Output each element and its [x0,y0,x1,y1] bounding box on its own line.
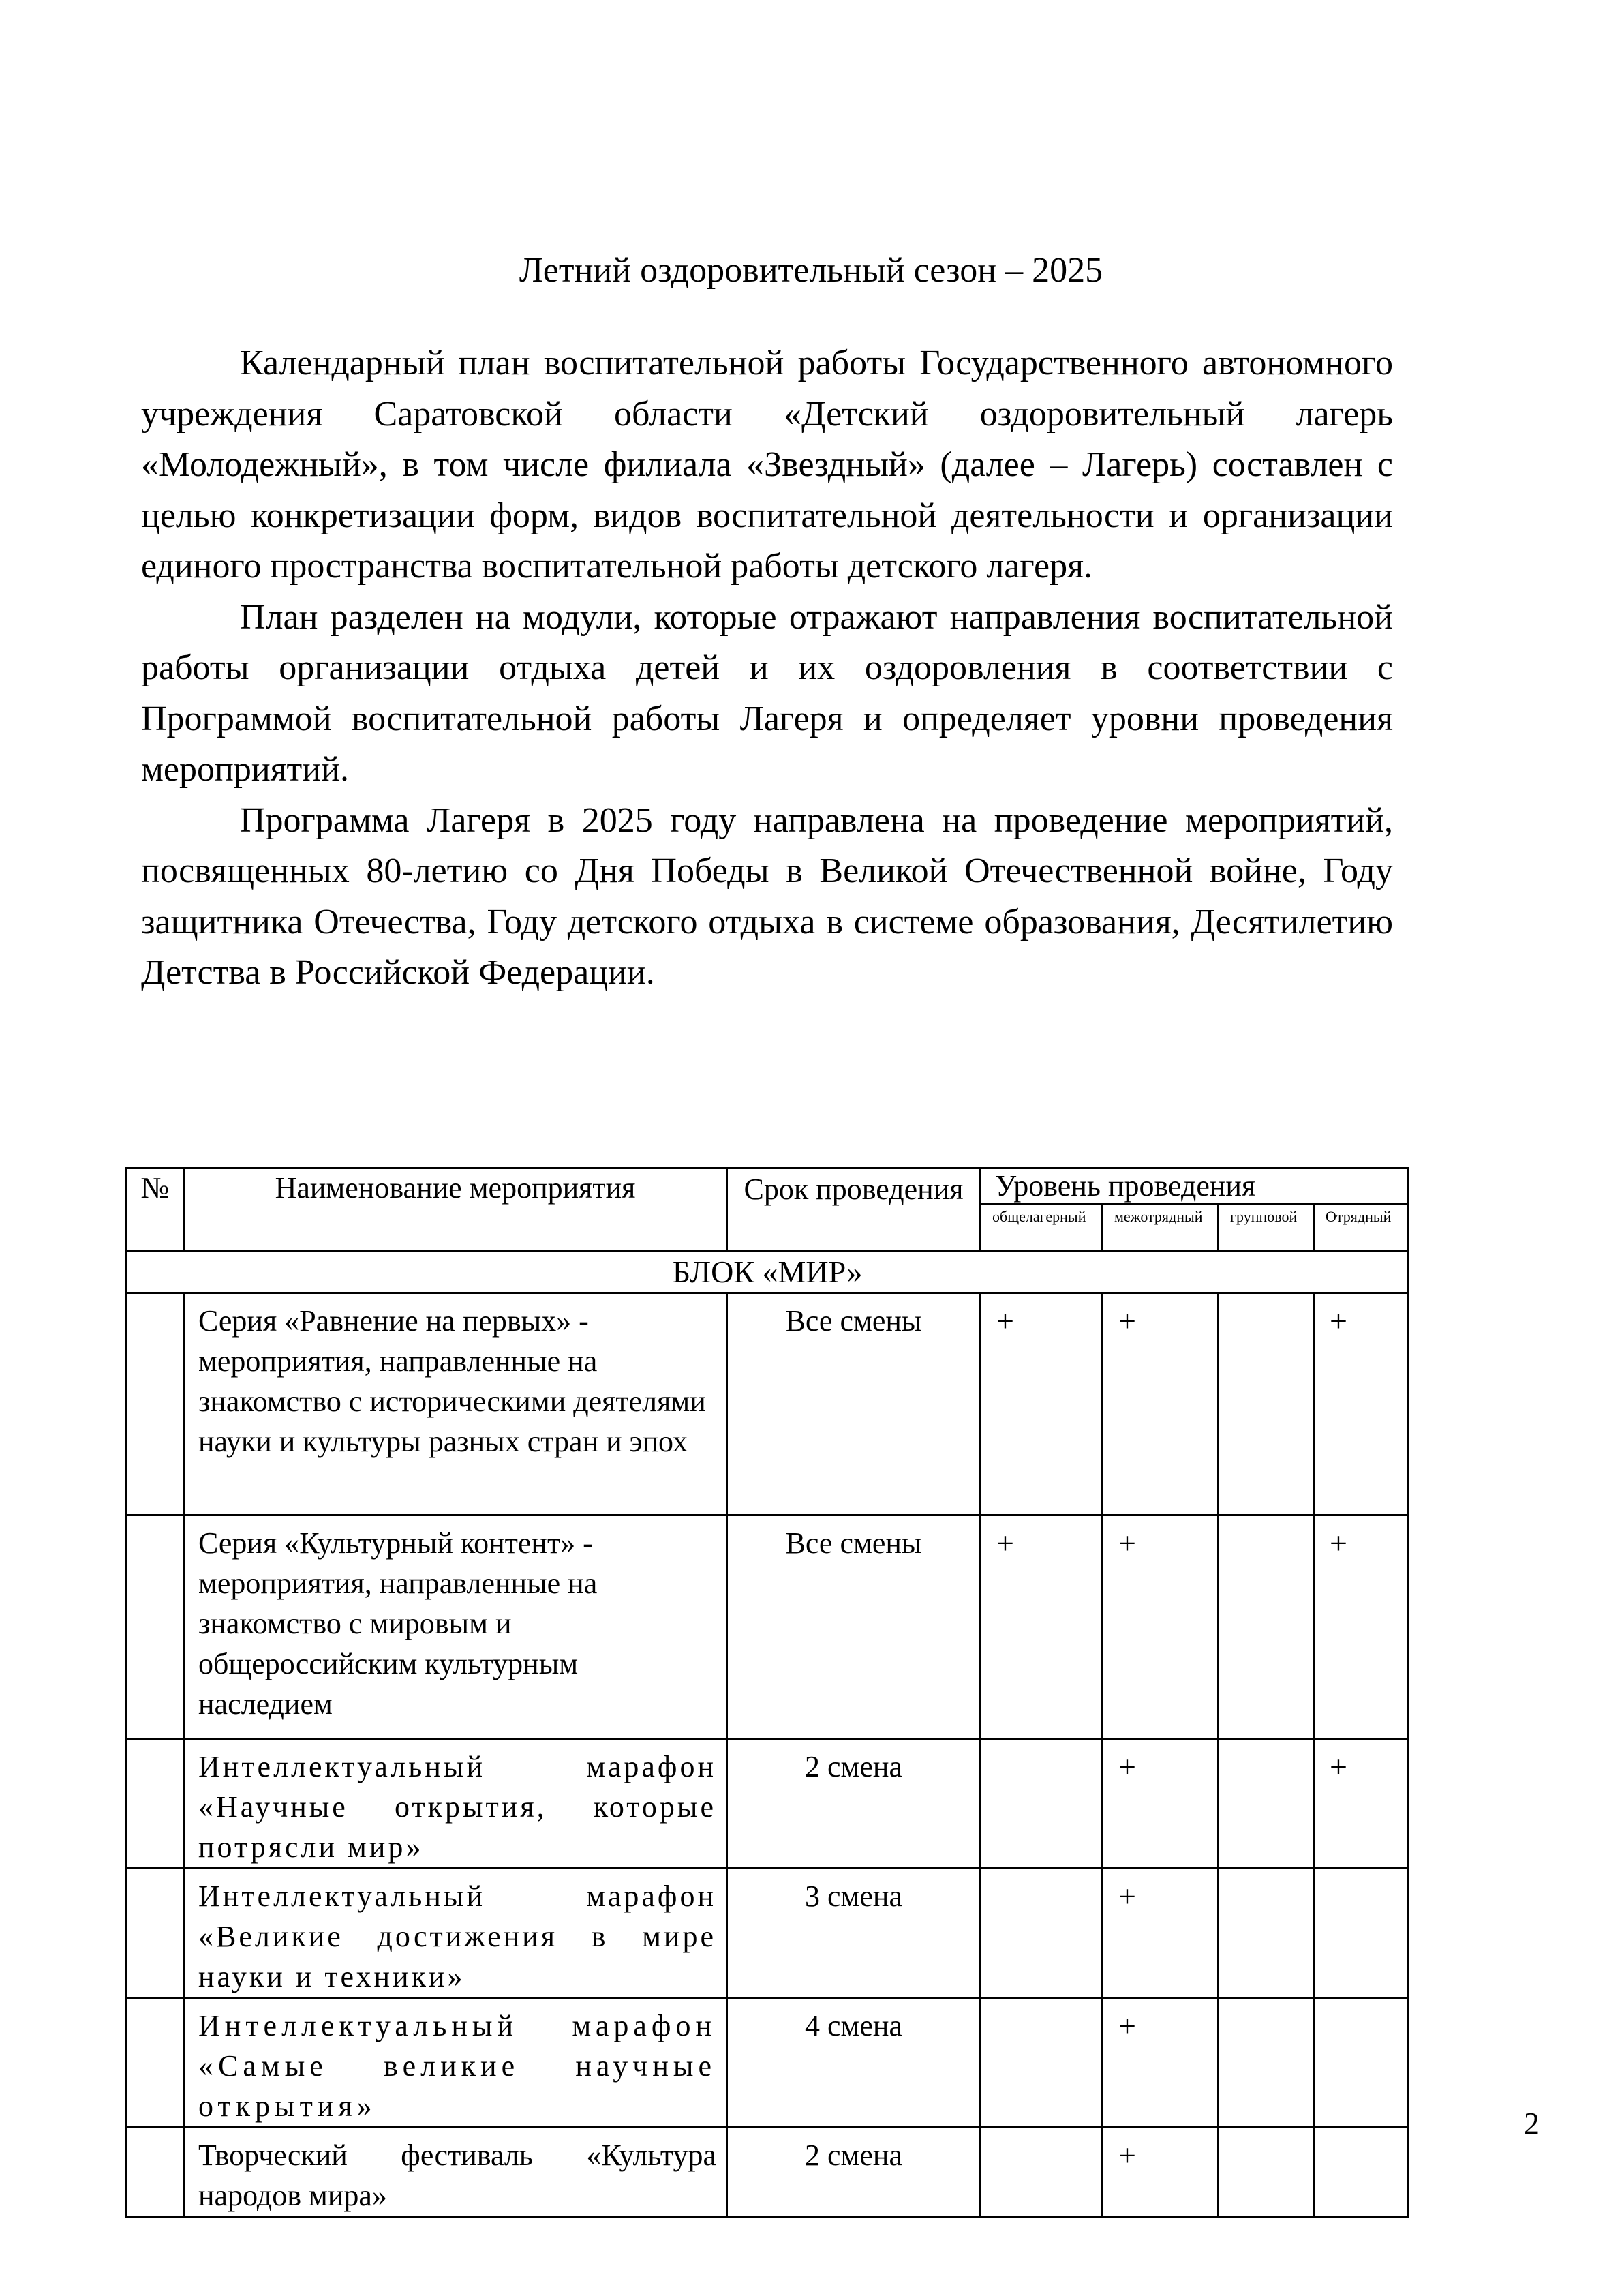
row-name: Интеллектуальный марафон «Великие достижения в мире науки и техники» [184,1869,727,1998]
table-row [127,1739,1409,1869]
row-name: Интеллектуальный марафон «Самые великие научные открытия» [184,1998,727,2128]
row-mark-intersquad: + [1103,1998,1219,2128]
header-term: Срок проведения [727,1168,981,1252]
row-mark-group [1219,1739,1314,1869]
header-num: № [127,1168,184,1252]
row-mark-intersquad: + [1103,1293,1219,1515]
row-mark-camp: + [981,1293,1103,1515]
row-mark-squad: + [1314,1293,1409,1515]
row-mark-camp: + [981,1515,1103,1739]
row-name: Творческий фестиваль «Культура народов мира» [184,2128,727,2217]
row-name: Серия «Равнение на первых» - мероприятия, направленные на знакомство с историческими деятелями науки и культуры разных стран и эпох [184,1293,727,1515]
row-num [127,1515,184,1739]
block-row [127,1252,1409,1293]
row-mark-intersquad: + [1103,1515,1219,1739]
row-term: Все смены [727,1515,981,1739]
row-term: Все смены [727,1293,981,1515]
row-mark-squad [1314,1998,1409,2128]
row-mark-camp [981,1998,1103,2128]
row-num [127,2128,184,2217]
page-title: Летний оздоровительный сезон – 2025 [519,251,1103,290]
row-term: 3 смена [727,1869,981,1998]
row-mark-group [1219,1869,1314,1998]
row-term: 2 смена [727,1739,981,1869]
header-level-camp: общелагерный [981,1205,1103,1252]
row-mark-squad [1314,1869,1409,1998]
paragraph: Календарный план воспитательной работы Государственного автономного учреждения Саратовской области «Детский оздоровительный лагерь «Молодежный», в том числе филиала «Звездный» (далее – Лагерь) составлен с целью конкретизации форм, видов воспитательной деятельности и организации единого пространства воспитательной работы детского лагеря. [141,344,1393,586]
table-row [127,2128,1409,2217]
row-mark-camp [981,2128,1103,2217]
page-number: 2 [1524,2106,1540,2141]
row-mark-group [1219,1515,1314,1739]
table-row [127,1515,1409,1739]
intro-text [141,338,1393,999]
row-name: Серия «Культурный контент» - мероприятия, направленные на знакомство с мировым и общероссийским культурным наследием [184,1515,727,1739]
header-level-group: групповой [1219,1205,1314,1252]
row-mark-group [1219,1998,1314,2128]
header-level-squad: Отрядный [1314,1205,1409,1252]
row-mark-squad: + [1314,1739,1409,1869]
table-row [127,1869,1409,1998]
table-header-row [127,1168,1409,1205]
table-row [127,1998,1409,2128]
row-mark-squad: + [1314,1515,1409,1739]
row-term: 4 смена [727,1998,981,2128]
header-name: Наименование мероприятия [184,1168,727,1252]
row-num [127,1998,184,2128]
row-term: 2 смена [727,2128,981,2217]
header-level-intersquad: межотрядный [1103,1205,1219,1252]
row-mark-group [1219,1293,1314,1515]
row-mark-camp [981,1869,1103,1998]
row-mark-intersquad: + [1103,1869,1219,1998]
row-mark-camp [981,1739,1103,1869]
events-table [125,1167,1409,2218]
block-title: БЛОК «МИР» [127,1252,1409,1293]
row-num [127,1293,184,1515]
table-row [127,1293,1409,1515]
row-num [127,1739,184,1869]
row-mark-squad [1314,2128,1409,2217]
row-mark-intersquad: + [1103,2128,1219,2217]
header-level: Уровень проведения [981,1168,1409,1205]
row-mark-group [1219,2128,1314,2217]
paragraph: Программа Лагеря в 2025 году направлена на проведение мероприятий, посвященных 80-летию со Дня Победы в Великой Отечественной войне, Году защитника Отечества, Году детского отдыха в системе образования, Десятилетию Детства в Российской Федерации. [141,800,1393,992]
paragraph: План разделен на модули, которые отражают направления воспитательной работы организации отдыха детей и их оздоровления в соответствии с Программой воспитательной работы Лагеря и определяет уровни проведения мероприятий. [141,597,1393,789]
row-mark-intersquad: + [1103,1739,1219,1869]
row-num [127,1869,184,1998]
row-name: Интеллектуальный марафон «Научные открытия, которые потрясли мир» [184,1739,727,1869]
